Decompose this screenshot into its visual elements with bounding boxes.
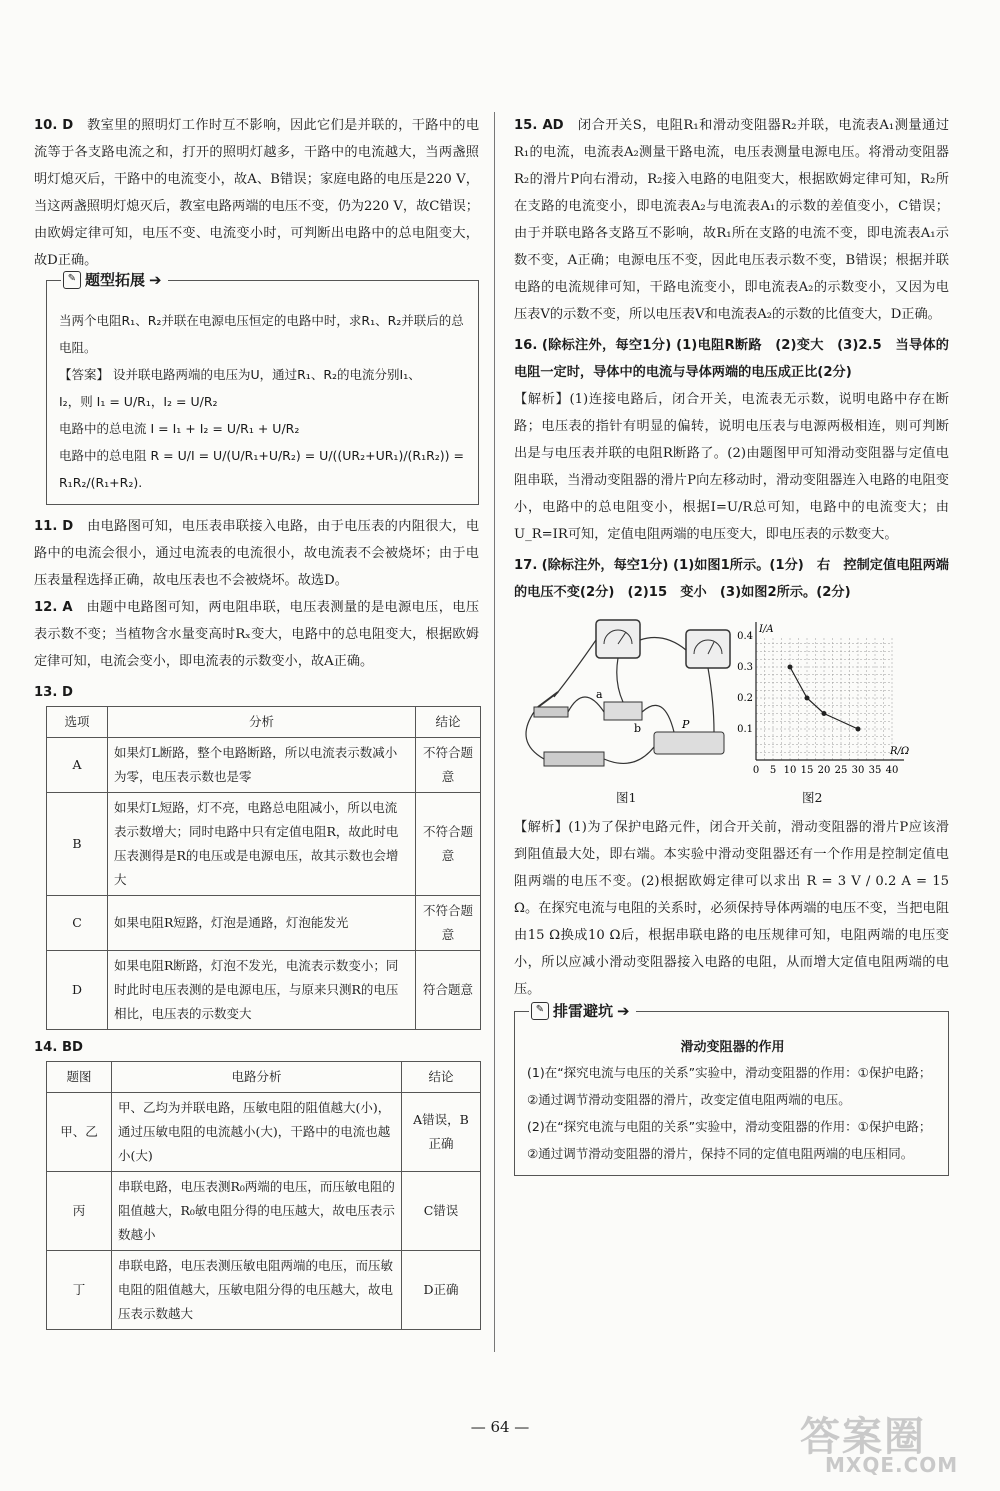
pailei-title: ✎ 排雷避坑 ➔ — [529, 1000, 636, 1021]
tag-icon: ✎ — [63, 271, 81, 289]
y-tick-label: 0.4 — [737, 631, 753, 642]
switch — [534, 707, 568, 717]
table-header: 分析 — [108, 707, 416, 738]
answer-14-label: 14. BD — [34, 1040, 83, 1055]
table-row: 甲、乙 甲、乙均为并联电路，压敏电阻的阻值越大(小)，通过压敏电阻的电流越小(大)，干路中的电流也越小(大) A错误，B正确 — [47, 1093, 481, 1172]
x-tick-label: 40 — [885, 765, 899, 776]
table-header: 题图 — [47, 1062, 112, 1093]
x-tick-label: 20 — [817, 765, 831, 776]
answer-16: 16. (除标注外，每空1分) (1)电阻R断路 (2)变大 (3)2.5 当导体的电阻一定时，导体中的电流与导体两端的电压成正比(2分) — [514, 338, 949, 380]
table-header: 选项 — [47, 707, 108, 738]
answer-17: 17. (除标注外，每空1分) (1)如图1所示。(1分) 右 控制定值电阻两端的电压不变(2分) (2)15 变小 (3)如图2所示。(2分) — [514, 558, 949, 600]
figure-1-label: 图1 — [616, 790, 637, 805]
y-tick-label: 0.3 — [737, 662, 753, 673]
x-tick-label: 0 — [752, 765, 760, 776]
y-axis-label: I/A — [759, 624, 774, 635]
data-point — [788, 665, 793, 670]
tuozhan-answer-3: 电路中的总电流 I = I₁ + I₂ = U/R₁ + U/R₂ — [59, 421, 300, 436]
battery — [544, 752, 604, 766]
table-14 — [46, 1061, 481, 1330]
table-row: 丙 串联电路，电压表测R₀两端的电压，而压敏电阻的阻值越大，R₀敏电阻分得的电压越大，故电压表示数越小 C错误 — [47, 1172, 481, 1251]
data-point — [856, 727, 861, 732]
pailei-subtitle: 滑动变阻器的作用 — [680, 1040, 785, 1055]
circuit-figure — [514, 612, 734, 782]
table-header: 结论 — [402, 1062, 481, 1093]
y-tick-label: 0.1 — [737, 724, 753, 735]
pailei-item-2: (2)在“探究电流与电阻的关系”实验中，滑动变阻器的作用：①保护电路；②通过调节滑动变阻器的滑片，保持不同的定值电阻两端的电压相同。 — [527, 1119, 932, 1161]
x-axis-label: R/Ω — [890, 746, 910, 757]
table-row: D 如果电阻R断路，灯泡不发光，电流表示数变小；同时此时电压表测的是电源电压，与原来只测R的电压相比，电压表的示数变大 符合题意 — [47, 951, 481, 1030]
label-p: P — [682, 718, 690, 731]
tag-icon: ✎ — [531, 1002, 549, 1020]
y-tick-label: 0.2 — [737, 693, 753, 704]
watermark-logo: 答案圈 MXQE.COM — [800, 1414, 959, 1477]
x-tick-label: 5 — [769, 765, 777, 776]
ammeter — [596, 620, 640, 658]
x-tick-label: 25 — [834, 765, 848, 776]
table-row: C 如果电阻R短路，灯泡是通路，灯泡能发光 不符合题意 — [47, 896, 481, 951]
pailei-box — [514, 1001, 949, 1176]
tuozhan-box — [46, 270, 479, 505]
chart-svg — [734, 612, 914, 787]
x-tick-label: 10 — [783, 765, 797, 776]
voltmeter — [686, 630, 730, 668]
answer-12: 12. A 由题中电路图可知，两电阻串联，电压表测量的是电源电压，电压表示数不变；当植物含水量变高时Rₓ变大，电路中的总电阻变大，根据欧姆定律可知，电流会变小，即电流表的示数变小，故A正确。 — [34, 600, 480, 669]
data-point — [805, 696, 810, 701]
figures — [514, 612, 949, 805]
x-tick-label: 15 — [800, 765, 814, 776]
figure-2-label: 图2 — [802, 790, 823, 805]
tuozhan-answer-1: 【答案】 设并联电路两端的电压为U，通过R₁、R₂的电流分别I₁、 — [59, 367, 421, 382]
data-point — [822, 711, 827, 716]
right-column — [514, 112, 949, 1176]
rheostat — [654, 732, 724, 754]
answer-13-label: 13. D — [34, 685, 73, 700]
answer-11: 11. D 由电路图可知，电压表串联接入电路，由于电压表的内阻很大，电路中的电流会很小，通过电流表的电流很小，故电流表不会被烧坏；由于电压表量程选择正确，故电压表也不会被烧坏。故选D。 — [34, 519, 480, 588]
answer-10: 10. D 教室里的照明灯工作时互不影响，因此它们是并联的，干路中的电流等于各支路电流之和，打开的照明灯越多，干路中的电流越大，当两盏照明灯熄灭后，干路中的电流变小，故A、B错误；家庭电路的电压是220 V，当这两盏照明灯熄灭后，教室电路两端的电压不变，仍为220 V，故C错误；由欧姆定律可知，电压不变、电流变小时，可判断出电路中的总电阻变大，故D正确。 — [34, 118, 480, 268]
answer-15: 15. AD 闭合开关S，电阻R₁和滑动变阻器R₂并联，电流表A₁测量通过R₁的电流，电流表A₂测量干路电流，电压表测量电源电压。将滑动变阻器R₂的滑片P向右滑动，R₂接入电路的电阻变大，根据欧姆定律可知，R₂所在支路的电流变小，即电流表A₂与电流表A₁的示数的差值变小，C错误；由于并联电路各支路互不影响，故R₁所在支路的电流不变，即电流表A₁示数不变，A正确；电源电压不变，因此电压表示数不变，B错误；根据并联电路的电流规律可知，干路电流变小，即电流表A₂的示数变小，又因为电压表V的示数不变，所以电压表V和电流表A₂的示数的比值变大，D正确。 — [514, 118, 950, 322]
x-tick-label: 30 — [851, 765, 865, 776]
label-a: a — [596, 688, 603, 701]
pailei-item-1: (1)在“探究电流与电压的关系”实验中，滑动变阻器的作用：①保护电路；②通过调节滑动变阻器的滑片，改变定值电阻两端的电压。 — [527, 1065, 932, 1107]
answer-16-analysis: 【解析】(1)连接电路后，闭合开关，电流表无示数，说明电路中存在断路；电压表的指针有明显的偏转，说明电压表与电源两极相连，则可判断出是与电压表并联的电阻R断路了。(2)由题图甲可知滑动变阻器与定值电阻串联，当滑动变阻器的滑片P向左移动时，滑动变阻器连入电路的电阻变小，电路中的总电阻变小，根据I=U/R总可知，电路中的电流变大；由U_R=IR可知，定值电阻两端的电压变大，即电压表的示数变大。 — [514, 392, 949, 542]
resistor — [604, 702, 642, 720]
column-divider — [494, 112, 495, 1352]
tuozhan-answer-4: 电路中的总电阻 R = U/I = U/(U/R₁+U/R₂) = U/((UR₂+UR₁)/(R₁R₂)) = R₁R₂/(R₁+R₂). — [59, 448, 465, 490]
label-b: b — [634, 722, 642, 735]
table-header: 电路分析 — [112, 1062, 402, 1093]
tuozhan-answer-2: I₂，则 I₁ = U/R₁，I₂ = U/R₂ — [59, 394, 218, 409]
page-number: — 64 — — [470, 1418, 530, 1436]
table-header: 结论 — [416, 707, 481, 738]
table-row: A 如果灯L断路，整个电路断路，所以电流表示数减小为零，电压表示数也是零 不符合题意 — [47, 738, 481, 793]
table-row: 丁 串联电路，电压表测压敏电阻两端的电压，而压敏电阻的阻值越大，压敏电阻分得的电压越大，故电压表示数越大 D正确 — [47, 1251, 481, 1330]
answer-17-analysis: 【解析】(1)为了保护电路元件，闭合开关前，滑动变阻器的滑片P应该滑到阻值最大处，即右端。本实验中滑动变阻器还有一个作用是控制定值电阻两端的电压不变。(2)根据欧姆定律可以求出 R = 3 V / 0.2 A = 15 Ω。在探究电流与电阻的关系时，必须保持导体两端的电压不变，当把电阻由15 Ω换成10 Ω后，根据串联电路的电压规律可知，电阻两端的电压变小，所以应减小滑动变阻器接入电路的电阻，从而增大定值电阻两端的电压。 — [514, 820, 949, 997]
x-tick-label: 35 — [868, 765, 882, 776]
tuozhan-question: 当两个电阻R₁、R₂并联在电源电压恒定的电路中时，求R₁、R₂并联后的总电阻。 — [59, 313, 464, 355]
table-row: B 如果灯L短路，灯不亮，电路总电阻减小，所以电流表示数增大；同时电路中只有定值电阻R，故此时电压表测得是R的电压或是电源电压，故其示数也会增大 不符合题意 — [47, 793, 481, 896]
tuozhan-title: ✎ 题型拓展 ➔ — [61, 269, 168, 290]
table-13 — [46, 706, 481, 1030]
left-column — [34, 112, 479, 1330]
